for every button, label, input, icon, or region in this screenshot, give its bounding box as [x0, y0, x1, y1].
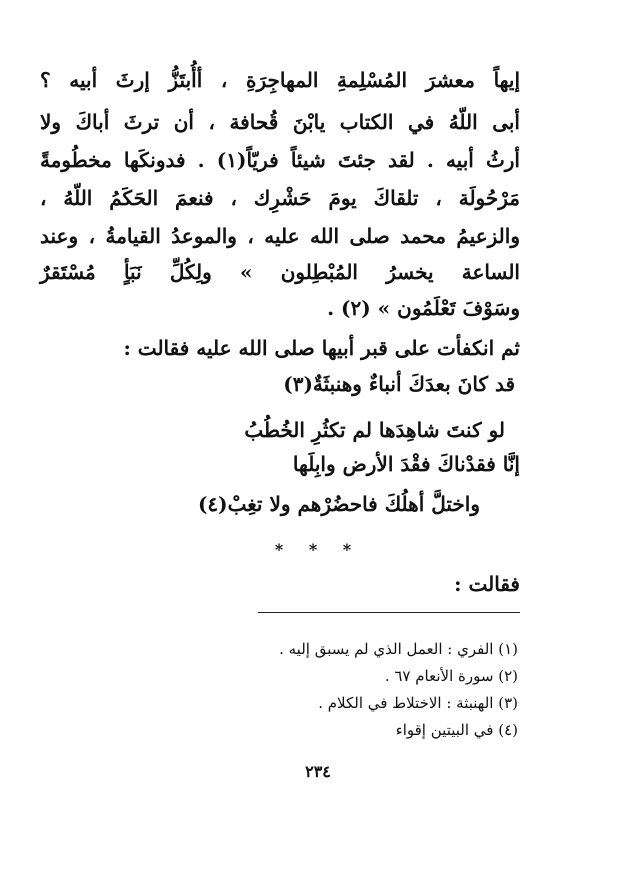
- intro-line: ثم انكفأت على قبر أبيها صلى الله عليه فقالت :: [123, 336, 520, 360]
- page-number: ٢٣٤: [305, 762, 331, 781]
- prose-line-3: أرثُ أبيه . لقد جئتَ شيئاً فريّاً(١) . فدونكَها مخطُومةً: [40, 148, 520, 172]
- closing-line: فقالت :: [454, 572, 520, 596]
- section-separator: * * *: [274, 540, 362, 559]
- prose-line-5: والزعيمُ محمد صلى الله عليه ، والموعدُ القيامةُ ، وعند: [40, 224, 520, 248]
- footnote-1: (١) الفري : العمل الذي لم يسبق إليه .: [279, 640, 518, 658]
- verse-3: إنَّا فقدْناكَ فقْدَ الأرض وابِلَها: [292, 452, 520, 476]
- prose-line-4: مَرْحُولَة ، تلقاكَ يومَ حَشْرِك ، فنعمَ الحَكَمُ اللّهُ ،: [40, 186, 520, 210]
- prose-line-2: أبى اللّهُ في الكتاب يابْنَ قُحافة ، أن ترثَ أباكَ ولا: [40, 110, 520, 134]
- prose-line-1: إيهاً معشرَ المُسْلِمةِ المهاجِرَةِ ، أأُبتَزُّ إرثَ أبيه ؟: [40, 68, 520, 92]
- verse-1: قد كانَ بعدَكَ أنباءٌ وهنبثَةٌ(٣): [283, 372, 515, 396]
- footnote-2: (٢) سورة الأنعام ٦٧ .: [384, 667, 518, 685]
- prose-line-7: وسَوْفَ تَعْلَمُون » (٢) .: [327, 296, 520, 320]
- verse-4: واختلَّ أهلُكَ فاحضُرْهم ولا تغِبْ(٤): [197, 492, 480, 516]
- footnote-rule: [258, 612, 520, 613]
- footnote-4: (٤) في البيتين إقواء: [395, 721, 518, 739]
- prose-line-6: الساعة يخسرُ المُبْطِلون » ولِكُلِّ نَبَأٍ مُسْتَقرٌ: [40, 260, 520, 284]
- footnote-3: (٣) الهنبثة : الاختلاط في الكلام .: [318, 694, 518, 712]
- verse-2: لو كنتَ شاهِدَها لم تكثُرِ الخُطُبُ: [244, 418, 505, 442]
